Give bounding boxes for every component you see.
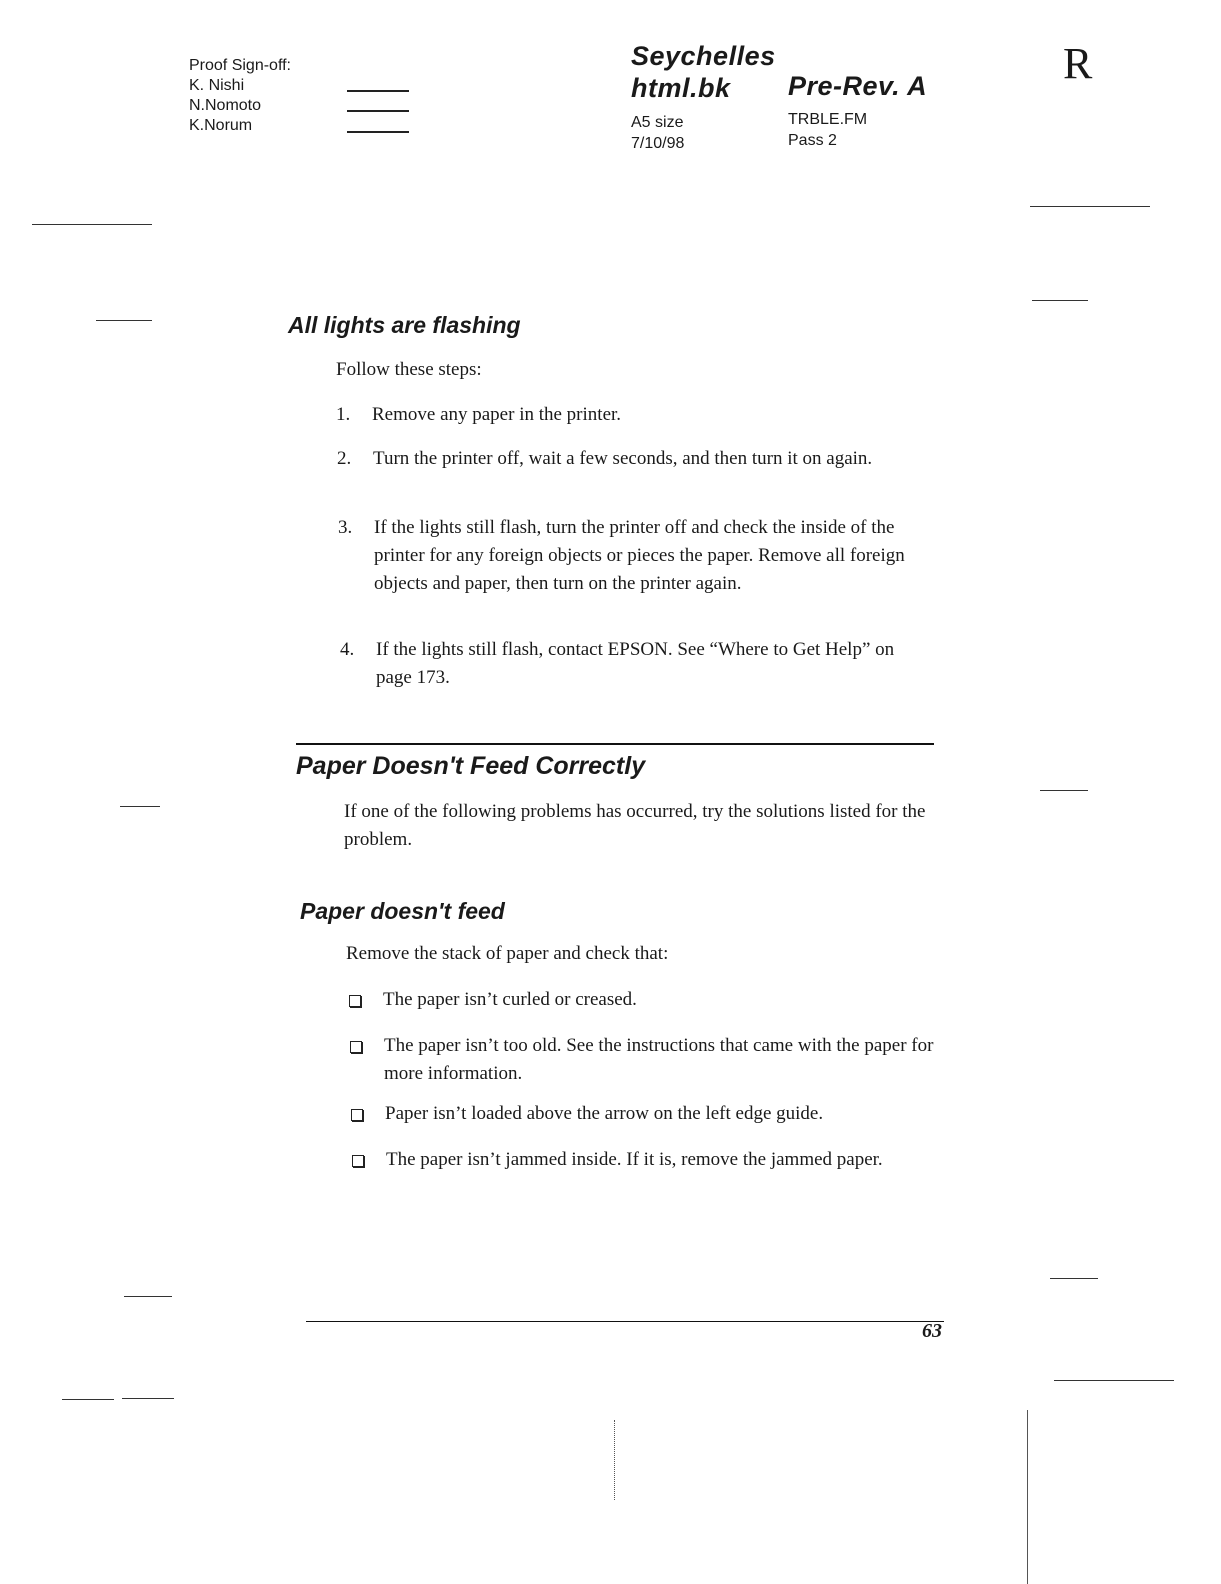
list-item	[350, 1146, 940, 1206]
page-size: A5 size	[631, 114, 684, 131]
crop-mark	[614, 1420, 615, 1500]
list-item	[347, 986, 937, 1016]
crop-mark	[122, 1398, 174, 1399]
step-text: If the lights still flash, turn the printer off and check the inside of the printer for any foreign objects or pieces the paper. Remove all foreign objects and paper, then turn on the printer again.	[374, 517, 905, 594]
proof-name: K. Nishi	[189, 77, 245, 94]
checkbox-bullet-icon	[351, 1109, 363, 1121]
crop-mark	[62, 1399, 114, 1400]
proof-title: Proof Sign-off:	[189, 57, 291, 74]
step-text: Remove any paper in the printer.	[372, 404, 622, 425]
crop-mark	[124, 1296, 172, 1297]
revision-label: Pre-Rev. A	[788, 71, 928, 101]
crop-mark	[96, 320, 152, 321]
section-intro: Remove the stack of paper and check that:	[346, 943, 669, 964]
crop-mark	[1032, 300, 1088, 301]
corner-letter: R	[1063, 39, 1093, 88]
proof-name: K.Norum	[189, 117, 253, 134]
crop-mark	[1030, 206, 1150, 207]
signature-line	[347, 90, 409, 92]
section-heading: Paper doesn't feed	[300, 898, 505, 924]
book-name: Seychelles	[631, 41, 776, 71]
crop-mark	[1040, 790, 1088, 791]
crop-mark	[32, 224, 152, 225]
checkbox-bullet-icon	[349, 995, 361, 1007]
section-heading: Paper Doesn't Feed Correctly	[296, 752, 646, 780]
section-intro: Follow these steps:	[336, 359, 482, 380]
proof-name: N.Nomoto	[189, 97, 262, 114]
step-text: Turn the printer off, wait a few seconds, and then turn it on again.	[373, 448, 873, 469]
pass-number: Pass 2	[788, 132, 837, 149]
footer-rule	[306, 1321, 944, 1322]
signature-line	[347, 131, 409, 133]
check-text: Paper isn’t loaded above the arrow on the left edge guide.	[385, 1103, 824, 1124]
date: 7/10/98	[631, 135, 685, 152]
list-item	[349, 1100, 939, 1130]
crop-mark	[120, 806, 160, 807]
check-text: The paper isn’t too old. See the instructions that came with the paper for more information.	[384, 1035, 934, 1084]
crop-mark	[1027, 1410, 1028, 1584]
step-number: 3.	[338, 517, 353, 538]
list-item	[337, 445, 937, 505]
check-text: The paper isn’t curled or creased.	[383, 989, 637, 1010]
book-file: html.bk	[631, 73, 731, 103]
proof-signoff	[189, 56, 291, 136]
frame-file: TRBLE.FM	[788, 111, 868, 128]
step-number: 1.	[336, 404, 351, 425]
list-item	[340, 636, 940, 696]
crop-mark	[1054, 1380, 1174, 1381]
page-number: 63	[922, 1320, 942, 1342]
signature-line	[347, 110, 409, 112]
step-number: 2.	[337, 448, 352, 469]
list-item	[348, 1032, 938, 1092]
section-heading: All lights are flashing	[288, 312, 521, 338]
check-text: The paper isn’t jammed inside. If it is, remove the jammed paper.	[386, 1149, 883, 1170]
section-intro: If one of the following problems has occurred, try the solutions listed for the problem.	[344, 801, 926, 850]
crop-mark	[1050, 1278, 1098, 1279]
section-rule	[296, 743, 934, 745]
checkbox-bullet-icon	[352, 1155, 364, 1167]
list-item	[338, 514, 938, 634]
checkbox-bullet-icon	[350, 1041, 362, 1053]
step-number: 4.	[340, 639, 355, 660]
list-item	[336, 401, 936, 431]
step-text: If the lights still flash, contact EPSON. See “Where to Get Help” on page 173.	[376, 639, 895, 688]
